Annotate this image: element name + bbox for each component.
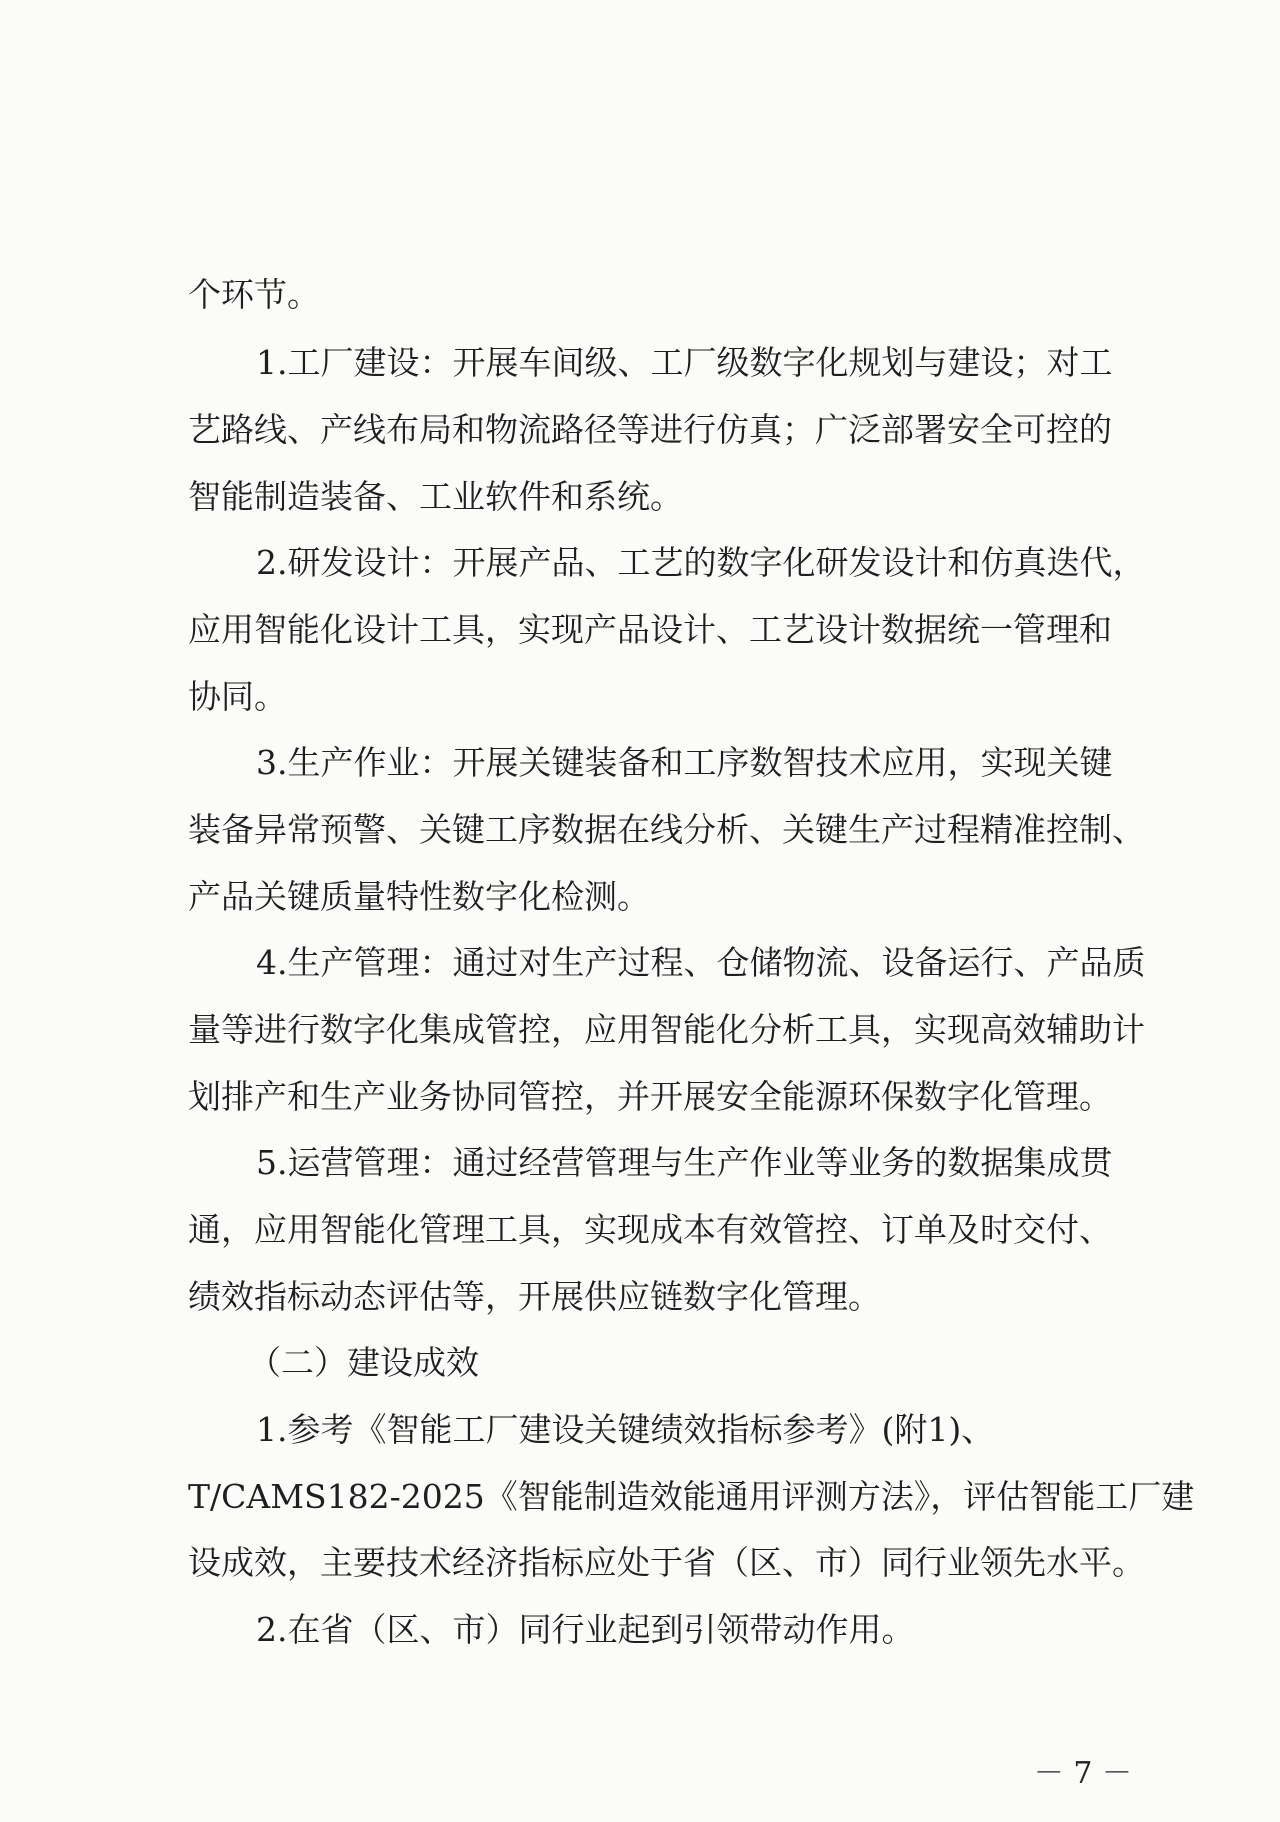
section-heading: （二）建设成效	[248, 1343, 479, 1382]
text-line: 量等进行数字化集成管控，应用智能化分析工具，实现高效辅助计	[188, 1010, 1145, 1049]
text-line: 5.运营管理：通过经营管理与生产作业等业务的数据集成贯	[256, 1143, 1113, 1182]
text-line: 4.生产管理：通过对生产过程、仓储物流、设备运行、产品质	[256, 943, 1146, 982]
text-line: 通，应用智能化管理工具，实现成本有效管控、订单及时交付、	[188, 1210, 1112, 1249]
text-line: 3.生产作业：开展关键装备和工序数智技术应用，实现关键	[256, 743, 1113, 782]
text-line: 艺路线、产线布局和物流路径等进行仿真；广泛部署安全可控的	[188, 410, 1112, 449]
text-line: 1.工厂建设：开展车间级、工厂级数字化规划与建设；对工	[256, 343, 1113, 382]
text-line: 2.在省（区、市）同行业起到引领带动作用。	[256, 1610, 915, 1649]
text-line: 产品关键质量特性数字化检测。	[188, 877, 650, 916]
text-line: T/CAMS182-2025《智能制造效能通用评测方法》，评估智能工厂建	[188, 1477, 1195, 1516]
text-line: 智能制造装备、工业软件和系统。	[188, 477, 683, 516]
text-line: 绩效指标动态评估等，开展供应链数字化管理。	[188, 1277, 881, 1316]
text-line: 协同。	[188, 677, 287, 716]
text-line: 装备异常预警、关键工序数据在线分析、关键生产过程精准控制、	[188, 810, 1145, 849]
text-line: 1.参考《智能工厂建设关键绩效指标参考》(附1)、	[256, 1410, 995, 1449]
text-line: 划排产和生产业务协同管控，并开展安全能源环保数字化管理。	[188, 1077, 1112, 1116]
text-line: 2.研发设计：开展产品、工艺的数字化研发设计和仿真迭代，	[256, 543, 1146, 582]
text-line: 个环节。	[188, 275, 320, 314]
text-line: 应用智能化设计工具，实现产品设计、工艺设计数据统一管理和	[188, 610, 1112, 649]
text-line: 设成效，主要技术经济指标应处于省（区、市）同行业领先水平。	[188, 1543, 1145, 1582]
page-number: － 7 －	[1033, 1756, 1132, 1791]
